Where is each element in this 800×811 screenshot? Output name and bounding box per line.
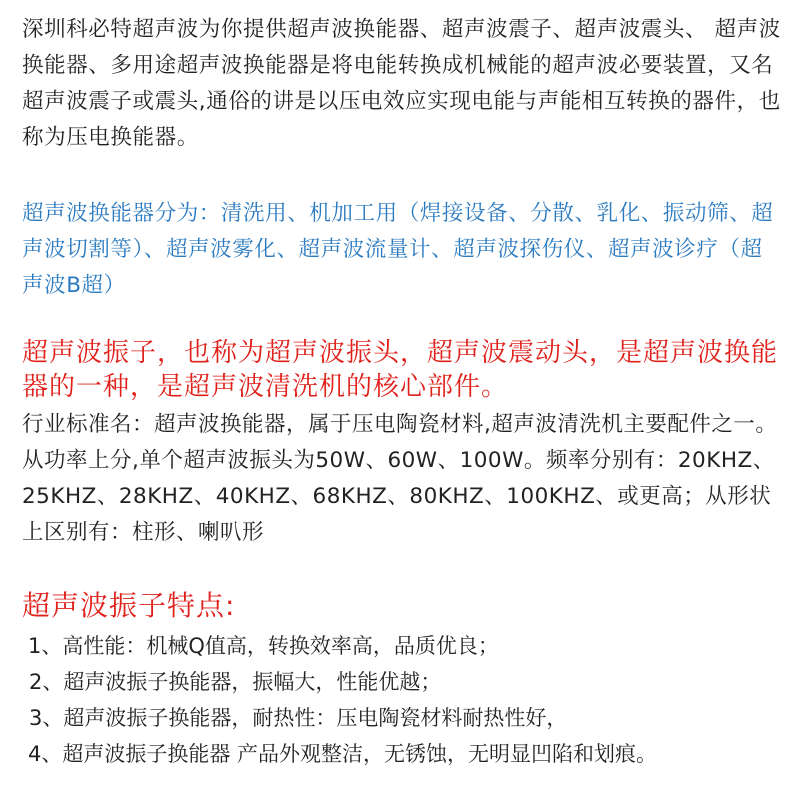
feature-item: 2、超声波振子换能器，振幅大，性能优越； — [29, 670, 442, 694]
vibrator-highlight-heading: 超声波振子，也称为超声波振头，超声波震动头，是超声波换能器的一种，是超声波清洗机的核心部件。 — [22, 338, 779, 402]
feature-item: 4、超声波振子换能器 产品外观整洁，无锈蚀，无明显凹陷和划痕。 — [28, 742, 658, 766]
features-list — [28, 628, 788, 772]
intro-paragraph: 深圳科必特超声波为你提供超声波换能器、超声波震子、超声波震头、 超声波换能器、多用途超声波换能器是将电能转换成机械能的超声波必要装置，又名超声波震子或震头,通俗的讲是以压电效应实现电能与声能相互转换的器件，也称为压电换能器。 — [22, 17, 781, 150]
industry-standard-paragraph: 行业标准名：超声波换能器，属于压电陶瓷材料,超声波清洗机主要配件之一。从功率上分,单个超声波振头为50W、60W、100W。频率分别有：20KHZ、25KHZ、28KHZ、40KHZ、68KHZ、80KHZ、100KHZ、或更高；从形状上区别有：柱形、喇叭形 — [22, 412, 778, 545]
transducer-types-paragraph: 超声波换能器分为：清洗用、机加工用（焊接设备、分散、乳化、振动筛、超声波切割等）、超声波雾化、超声波流量计、超声波探伤仪、超声波诊疗（超声波B超） — [22, 201, 774, 298]
feature-item: 3、超声波振子换能器，耐热性：压电陶瓷材料耐热性好， — [29, 706, 568, 730]
features-title: 超声波振子特点: — [22, 589, 236, 622]
feature-item: 1、高性能：机械Q值高，转换效率高，品质优良； — [28, 634, 499, 658]
